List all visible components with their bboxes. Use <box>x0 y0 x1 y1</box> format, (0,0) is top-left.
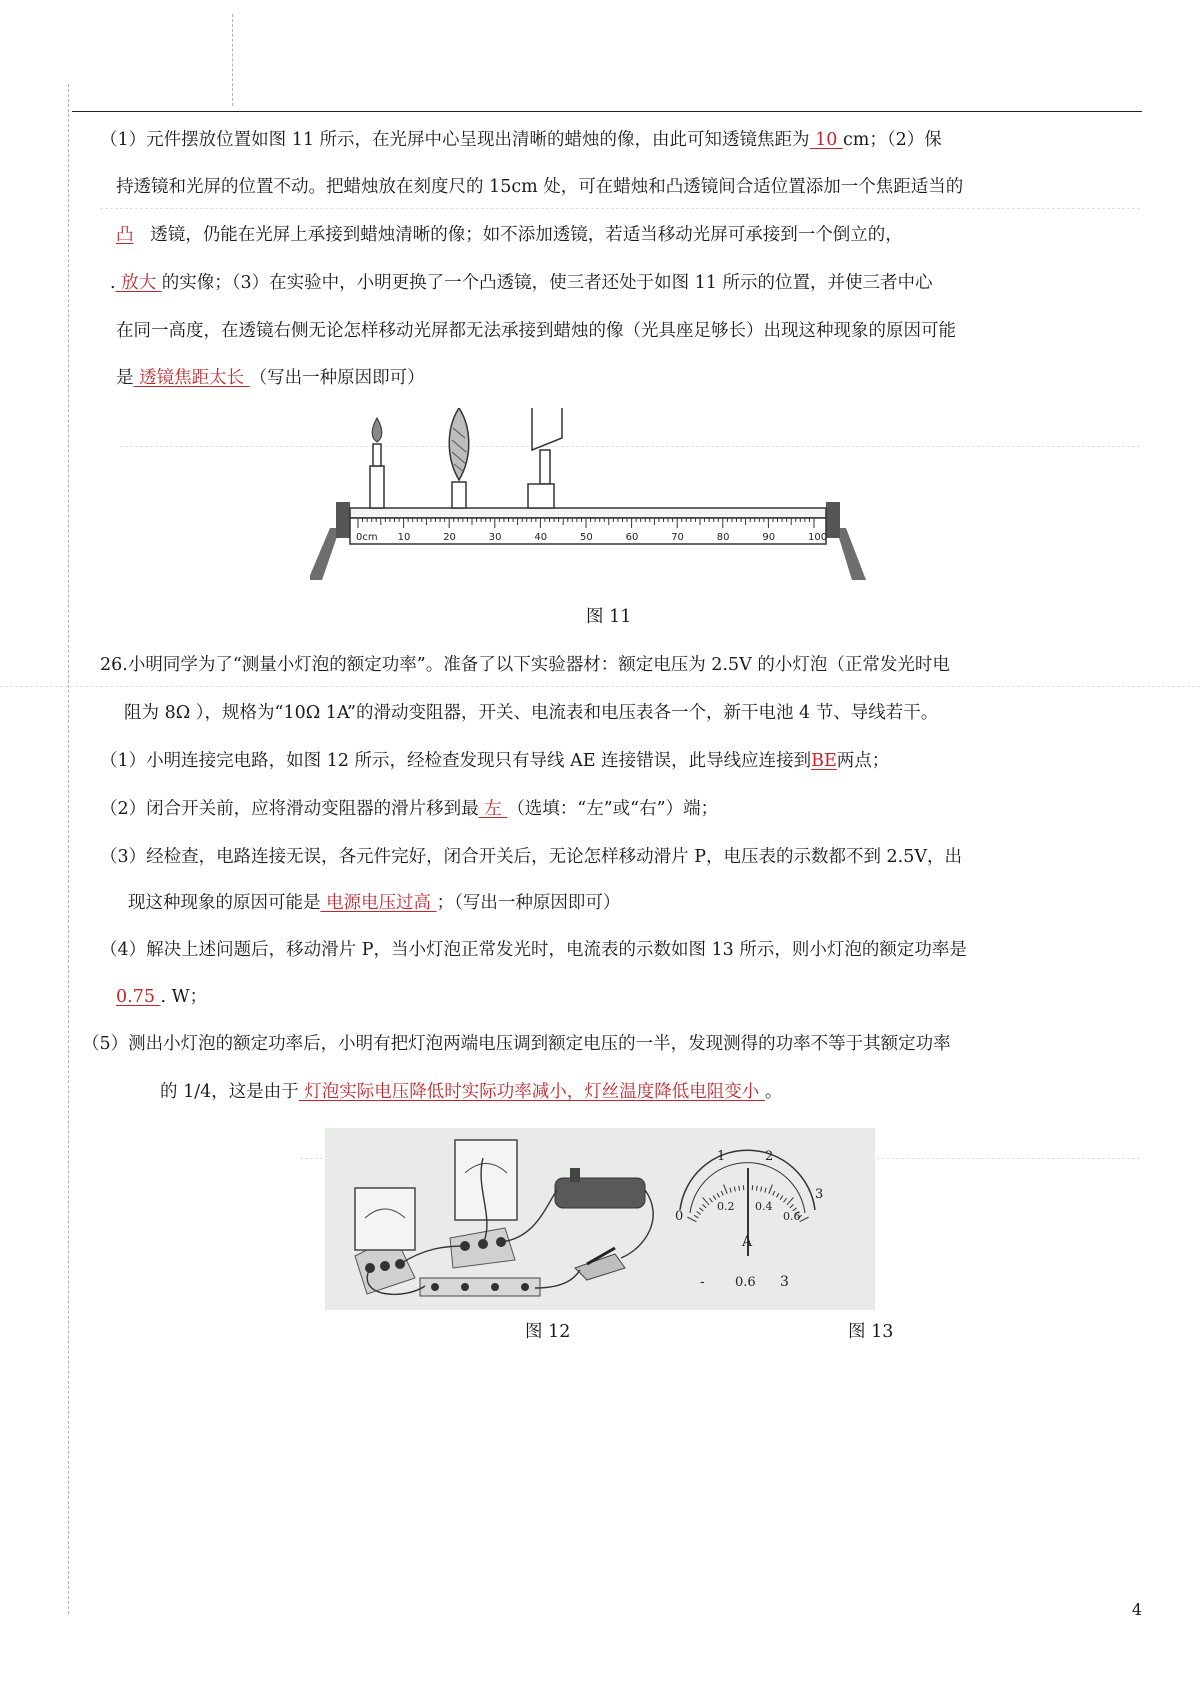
scale-label: 40 <box>534 532 548 543</box>
dial-tick <box>756 1186 757 1191</box>
ammeter <box>450 1140 517 1268</box>
scale-label: 50 <box>580 532 593 543</box>
bench-end-left <box>336 502 350 538</box>
dial-terminal: 0.6 <box>735 1275 756 1290</box>
dial-tick <box>769 1185 773 1194</box>
answer-lens-type: 凸 <box>116 225 134 245</box>
dial-label: 0.2 <box>717 1200 735 1213</box>
bench-end-right <box>826 502 840 538</box>
dashed-guide <box>100 208 1140 209</box>
dial-tick <box>784 1198 787 1202</box>
dial-label: 2 <box>765 1149 774 1164</box>
dial-tick <box>800 1217 809 1222</box>
candle <box>370 418 384 508</box>
dial-label: 0.4 <box>755 1200 773 1213</box>
scale-label: 60 <box>625 532 639 543</box>
dial-tick <box>730 1188 731 1193</box>
convex-lens <box>449 408 469 508</box>
dial-label: 0 <box>675 1209 684 1224</box>
q25-line-5: 在同一高度，在透镜右侧无论怎样移动光屏都无法承接到蜡烛的像（光具座足够长）出现这种现象的原因可能 <box>116 321 956 341</box>
answer-wire-points: BE <box>811 751 837 771</box>
figure-12-caption: 图 12 <box>525 1322 571 1342</box>
answer-slider-end: 左 <box>478 799 508 819</box>
dial-tick <box>739 1186 740 1191</box>
bench-leg-left <box>310 528 340 580</box>
dial-tick <box>790 1204 794 1207</box>
dial-tick <box>717 1193 719 1197</box>
dial-label: 0.6 <box>783 1210 801 1223</box>
q26-sub-3-cont: 现这种现象的原因可能是 电源电压过高 ；（写出一种原因即可） <box>128 893 621 913</box>
q25-line-3: 凸 透镜，仍能在光屏上承接到蜡烛清晰的像；如不添加透镜，若适当移动光屏可承接到一个倒立的， <box>116 225 903 245</box>
figure-13-caption: 图 13 <box>848 1322 894 1342</box>
dial-tick <box>787 1197 794 1204</box>
dial-tick <box>709 1198 712 1202</box>
q26-line-2: 阻为 8Ω ），规格为“10Ω 1A”的滑动变阻器，开关、电流表和电压表各一个，新干电池 4 节、导线若干。 <box>124 703 939 723</box>
answer-focal-length: 10 <box>809 130 843 150</box>
dial-terminal: 3 <box>780 1274 789 1290</box>
ammeter-dial <box>675 1149 823 1290</box>
q26-sub-5: （5）测出小灯泡的额定功率后，小明有把灯泡两端电压调到额定电压的一半，发现测得的功率不等于其额定功率 <box>82 1034 951 1054</box>
q25-line-4: . 放大 的实像；（3）在实验中，小明更换了一个凸透镜，使三者还处于如图 11 所示的位置，并使三者中心 <box>110 273 933 293</box>
q26-sub-2: （2）闭合开关前，应将滑动变阻器的滑片移到最 左 （选填：“左”或“右”）端； <box>100 799 719 819</box>
dial-tick <box>776 1193 778 1197</box>
voltmeter <box>355 1188 415 1294</box>
answer-image-type: 放大 <box>115 273 162 293</box>
scale-label: 20 <box>443 532 456 543</box>
dial-tick <box>780 1196 783 1200</box>
answer-rated-power: 0.75 <box>116 987 161 1007</box>
figure-11-optical-bench <box>310 408 870 588</box>
scale-label: 80 <box>716 532 730 543</box>
light-screen <box>528 408 562 508</box>
scale-label: 100 <box>808 532 828 543</box>
figure-12-13-photo <box>325 1128 875 1310</box>
scale-label: 70 <box>671 532 684 543</box>
figure-11-caption: 图 11 <box>586 607 632 627</box>
top-guide-line <box>232 14 233 106</box>
q25-line-1: （1）元件摆放位置如图 11 所示，在光屏中心呈现出清晰的蜡烛的像，由此可知透镜焦距为 10 cm；（2）保 <box>100 130 942 150</box>
dial-label: 3 <box>815 1187 824 1202</box>
q26-sub-4: （4）解决上述问题后，移动滑片 P，当小灯泡正常发光时，电流表的示数如图 13 所示，则小灯泡的额定功率是 <box>100 940 967 960</box>
dial-tick <box>694 1215 698 1218</box>
dial-tick <box>703 1204 707 1207</box>
dial-tick <box>687 1217 696 1222</box>
scale-label: 90 <box>762 532 776 543</box>
dial-tick <box>713 1196 716 1200</box>
header-rule <box>72 111 1142 112</box>
bench-leg-right <box>836 528 866 580</box>
dashed-guide <box>0 686 1200 687</box>
battery-pack <box>420 1278 540 1296</box>
dial-tick <box>765 1188 766 1193</box>
binding-margin-line <box>68 84 69 1614</box>
scale-label: 10 <box>397 532 411 543</box>
sliding-rheostat <box>555 1168 645 1208</box>
dial-label: 1 <box>717 1149 726 1164</box>
q26-sub-3: （3）经检查，电路连接无误，各元件完好，闭合开关后，无论怎样移动滑片 P，电压表的示数都不到 2.5V，出 <box>100 847 962 867</box>
dial-tick <box>697 1212 701 1215</box>
dial-tick <box>734 1187 735 1192</box>
q26-line-1: 26.小明同学为了“测量小灯泡的额定功率”。准备了以下实验器材：额定电压为 2.5V 的小灯泡（正常发光时电 <box>100 655 950 675</box>
switch <box>575 1248 625 1280</box>
dial-tick <box>699 1208 703 1211</box>
q26-sub-1: （1）小明连接完电路，如图 12 所示，经检查发现只有导线 AE 连接错误，此导线应连接到BE两点； <box>100 751 890 771</box>
q26-sub-5-cont: 的 1/4，这是由于 灯泡实际电压降低时实际功率减小，灯丝温度降低电阻变小 。 <box>160 1082 783 1102</box>
bench-rail <box>350 508 826 518</box>
q25-line-2: 持透镜和光屏的位置不动。把蜡烛放在刻度尺的 15cm 处，可在蜡烛和凸透镜间合适位置添加一个焦距适当的 <box>116 177 964 197</box>
q26-sub-4-cont: 0.75 . W； <box>116 987 208 1007</box>
scale-label: 30 <box>488 532 502 543</box>
circuit-and-meter-drawing <box>325 1128 875 1310</box>
dial-tick <box>761 1187 762 1192</box>
answer-reason-2: 电源电压过高 <box>320 893 437 913</box>
dial-tick <box>773 1191 775 1196</box>
dial-unit: A <box>742 1234 753 1250</box>
dial-tick <box>721 1191 723 1196</box>
page-number: 4 <box>1131 1600 1142 1619</box>
dial-terminal: - <box>700 1274 705 1290</box>
scale-label: 0cm <box>356 532 378 543</box>
answer-reason-3: 灯泡实际电压降低时实际功率减小，灯丝温度降低电阻变小 <box>298 1082 765 1102</box>
q25-line-6: 是 透镜焦距太长 （写出一种原因即可） <box>116 368 425 388</box>
dial-tick <box>702 1197 709 1204</box>
answer-reason-1: 透镜焦距太长 <box>133 368 250 388</box>
dial-tick <box>724 1185 728 1194</box>
